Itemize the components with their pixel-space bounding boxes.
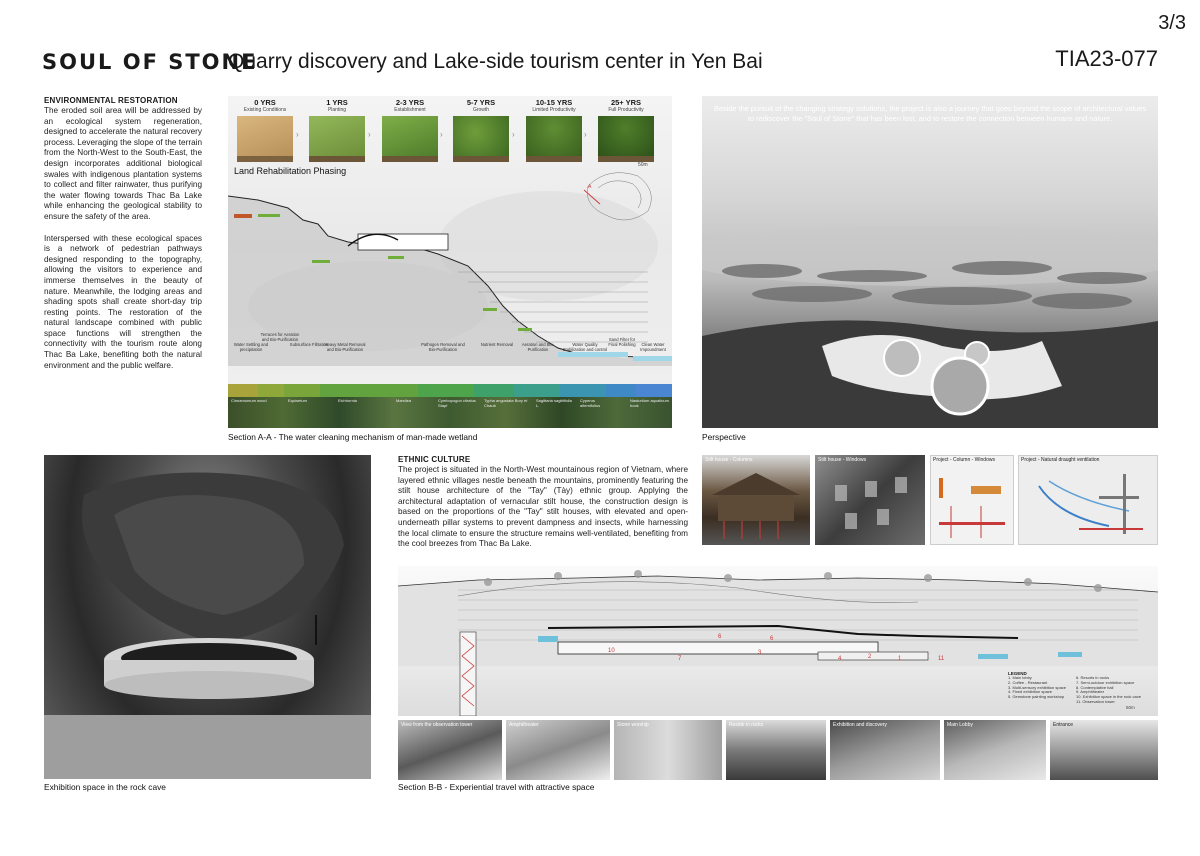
wetland-band xyxy=(320,384,418,398)
phase-stage: Growth xyxy=(472,107,490,113)
rock-cave-caption: Exhibition space in the rock cave xyxy=(44,782,166,792)
thumbnail-1 xyxy=(398,720,502,780)
phase-years: 25+ YRS xyxy=(610,98,642,107)
thumbnail-3 xyxy=(614,720,722,780)
ethnic-photo-2 xyxy=(815,455,925,545)
thumbnail-label: Exhibition and discovery xyxy=(833,722,887,728)
phase-stage: Planting xyxy=(327,107,347,113)
legend-item: 4. Fixed exhibition space xyxy=(1008,689,1053,695)
plant-label: Marsilea xyxy=(396,398,412,403)
environmental-paragraph-1: The eroded soil area will be addressed by an ecological system regeneration, designed to accelerate the natural recovery process. Leveraging the slope of the terrain from the North-West to the South-East, the design incorporates additional biological swales with indigenous plantation systems to collect and filter rainwater, thus purifying the water flowing towards Thac Ba Lake while enhancing the geological stability to ensure the safety of the area. xyxy=(44,106,202,221)
thumbnail-label: Entrance xyxy=(1053,722,1074,728)
legend-item: 1. Main lobby xyxy=(1008,675,1032,680)
environmental-column xyxy=(44,96,202,371)
wetland-band xyxy=(228,384,258,398)
chevron-right-icon: › xyxy=(512,130,515,139)
environmental-paragraph-2: Interspersed with these ecological spaces is a network of pedestrian pathways designed responding to the topography, allowing the visitors to experience and immerse themselves in the beauty of nature. Meanwhile, the lodging areas and shading spots shall create short-day trip resting points. The restoration of the natural landscape combined with public space functions will strengthen the connectivity with the tourism route along Thac Ba Lake, benefiting both the natural environment and the public welfare. xyxy=(44,233,202,370)
svg-text:A: A xyxy=(588,184,592,190)
wetland-band xyxy=(636,384,672,398)
phase-5 xyxy=(591,98,661,113)
phase-tile-1 xyxy=(309,116,365,156)
section-b-legend xyxy=(1008,671,1158,705)
plant-label: Nasturtium aquaticum hook xyxy=(630,398,669,408)
svg-text:6: 6 xyxy=(718,634,722,640)
phase-tile-5 xyxy=(598,116,654,156)
ethnic-title: ETHNIC CULTURE xyxy=(398,455,471,464)
svg-text:3: 3 xyxy=(758,650,762,656)
ethnic-photo-label: Project - Column - Windows xyxy=(933,457,995,463)
legend-item: 2. Coffee - Restaurant xyxy=(1008,679,1048,685)
thumbnail-5 xyxy=(830,720,940,780)
wetland-stage-label: Water Settling and precipitation xyxy=(233,342,269,352)
ethnic-photo-label: Stilt house - Windows xyxy=(818,457,867,463)
phasing-scale: 50m xyxy=(638,162,648,168)
brand-title: SOUL OF STONE xyxy=(42,50,258,74)
chevron-right-icon: › xyxy=(296,130,299,139)
thumbnail-label: Amphitheater xyxy=(509,722,539,728)
perspective-image xyxy=(702,96,1158,428)
legend-item: 7. Semi-outdoor exhibition space xyxy=(1076,679,1135,685)
svg-text:4: 4 xyxy=(838,656,842,662)
wetland-band xyxy=(514,384,560,398)
plant-label: Cyperus alternifolius xyxy=(580,398,601,408)
phase-1 xyxy=(302,98,372,113)
environmental-title: ENVIRONMENTAL RESTORATION xyxy=(44,96,178,105)
phase-3 xyxy=(446,98,516,113)
wetland-stage-label: Nutrient Removal xyxy=(480,342,514,347)
phase-2 xyxy=(375,98,445,113)
wetland-band xyxy=(258,384,284,398)
wetland-stage-label: Water Quality Stabilization and control xyxy=(562,342,608,352)
phase-stage: Full Productivity xyxy=(608,107,644,113)
thumbnail-4 xyxy=(726,720,826,780)
wetland-stage-label: Clean Water Impoundment xyxy=(640,342,666,352)
wetland-band xyxy=(418,384,474,398)
section-b-scale: 50m xyxy=(1126,705,1135,710)
section-b-caption: Section B-B - Experiential travel with attractive space xyxy=(398,782,595,792)
chevron-right-icon: › xyxy=(584,130,587,139)
phase-years: 1 YRS xyxy=(326,98,348,107)
plant-label: Eichhornia xyxy=(338,398,357,403)
phase-stage: Existing Conditions xyxy=(243,107,287,113)
legend-item: 5. Gemstone painting workshop xyxy=(1008,694,1065,700)
phase-years: 10-15 YRS xyxy=(535,98,573,107)
ethnic-body: The project is situated in the North-West mountainous region of Vietnam, where layered ethnic villages nestle beneath the mountains, prominently featuring the stilt house architecture of the "Tay" (Tày) ethnic group. Applying the architectural adaptation of vernacular stilt house, the construction design is based on the proportions of the "Tay" stilt houses, with elevated and open-underneath pillar systems to prevent dampness and insects, while harnessing the local climate to ensure the structure remains well-ventilated, benefiting from the cool breezes from Thac Ba Lake. xyxy=(398,465,688,549)
chevron-right-icon: › xyxy=(368,130,371,139)
thumbnail-label: Stone worship xyxy=(617,722,649,728)
project-code: TIA23-077 xyxy=(1055,46,1158,71)
section-a-caption: Section A-A - The water cleaning mechanism of man-made wetland xyxy=(228,432,478,442)
phase-tile-3 xyxy=(453,116,509,156)
plant-label: Sagittaria sagittifolia L. xyxy=(536,398,572,408)
phase-4 xyxy=(519,98,589,113)
thumbnail-7 xyxy=(1050,720,1158,780)
ethnic-photo-1 xyxy=(702,455,810,545)
section-b-drawing xyxy=(398,566,1158,716)
phase-years: 2-3 YRS xyxy=(395,98,425,107)
page-number: 3/3 xyxy=(1158,12,1186,34)
phase-years: 0 YRS xyxy=(254,98,276,107)
phase-tile-0 xyxy=(237,116,293,156)
phasing-title: Land Rehabilitation Phasing xyxy=(234,166,347,176)
plant-label: Cymbopogon citratus Stapf xyxy=(438,398,476,408)
ethnic-column xyxy=(398,455,688,550)
wetland-band xyxy=(606,384,636,398)
svg-text:11: 11 xyxy=(938,656,945,662)
ethnic-photo-label: Stilt house - Columns xyxy=(705,457,753,463)
legend-item: 3. Multi-sensory exhibition space xyxy=(1008,684,1067,690)
legend-item: 11. Observation tower xyxy=(1076,698,1115,704)
thumbnail-2 xyxy=(506,720,610,780)
svg-text:2: 2 xyxy=(868,654,872,660)
plant-label: Typha angustata Bory et Chaub xyxy=(484,398,528,408)
wetland-band xyxy=(284,384,320,398)
phase-stage: Establishment xyxy=(394,107,426,113)
svg-text:6: 6 xyxy=(770,636,774,642)
ethnic-photo-label: Project - Natural draught ventilation xyxy=(1021,457,1100,463)
ethnic-photo-3 xyxy=(930,455,1014,545)
wetland-stage-label: Pathogen Removal and Bio-Purification xyxy=(421,342,465,352)
phase-tile-4 xyxy=(526,116,582,156)
wetland-stage-label: Subsurface Filtration xyxy=(289,342,329,347)
perspective-caption: Perspective xyxy=(702,432,746,442)
project-subtitle: Quarry discovery and Lake-side tourism center in Yen Bai xyxy=(228,50,763,73)
phase-years: 5-7 YRS xyxy=(466,98,496,107)
legend-item: 6. Resorts in rocks xyxy=(1076,675,1110,680)
ethnic-photo-4 xyxy=(1018,455,1158,545)
chevron-right-icon: › xyxy=(440,130,443,139)
plant-label: Cinnamomum wood xyxy=(231,398,267,403)
legend-item: 10. Exhibition space in the rock cave xyxy=(1076,694,1141,700)
thumbnail-label: Main Lobby xyxy=(947,722,973,728)
legend-item: 8. Contemplative hall xyxy=(1076,684,1114,690)
wetland-stage-label: Sand Filter for Final Polishing xyxy=(608,337,636,347)
wetland-band xyxy=(560,384,606,398)
wetland-stage-label: Heavy Metal Removal and Bio-Purification xyxy=(324,342,366,352)
wetland-stage-label: Terraces for Aeration and Bio-Purification xyxy=(260,332,300,342)
plant-label: Equisetum xyxy=(288,398,307,403)
thumbnail-6 xyxy=(944,720,1046,780)
legend-item: 9. Amphitheater xyxy=(1076,689,1105,695)
wetland-stage-label: Aeration and Bio-Purification xyxy=(521,342,555,352)
rock-cave-image xyxy=(44,455,371,779)
phase-stage: Limited Productivity xyxy=(532,107,576,113)
svg-text:1: 1 xyxy=(898,656,902,662)
phase-0 xyxy=(230,98,300,113)
perspective-quote: Beside the pursuit of the changing strategy solutions, the project is also a journey that goes beyond the scope of architectural values to rediscover the "Soul of Stone" that has been lost, and to restore the connection between humans and nature. xyxy=(713,104,1147,123)
thumbnail-label: Reside in rocks xyxy=(729,722,764,728)
svg-text:10: 10 xyxy=(608,648,615,654)
wetland-band xyxy=(474,384,514,398)
legend-title: LEGEND xyxy=(1008,671,1027,676)
thumbnail-label: View from the observation tower xyxy=(401,722,473,728)
phase-tile-2 xyxy=(382,116,438,156)
svg-text:7: 7 xyxy=(678,656,682,662)
